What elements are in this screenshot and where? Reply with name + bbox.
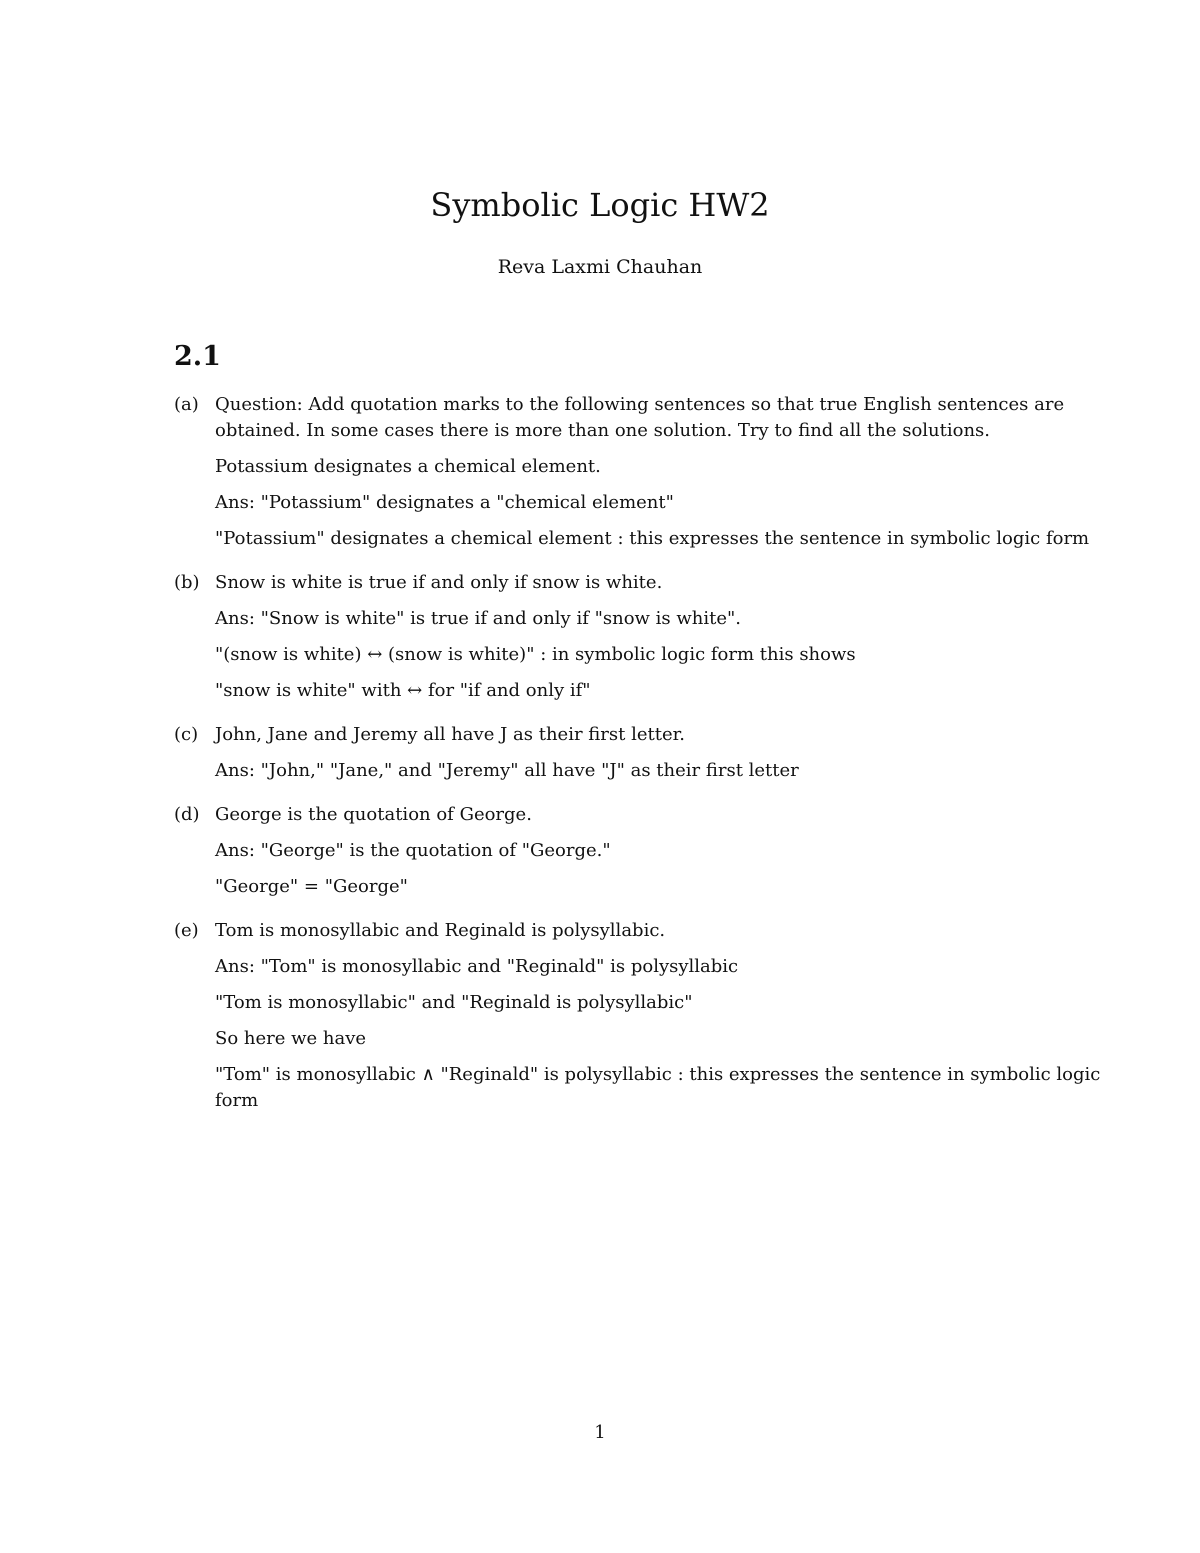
answer-line: Ans: "Potassium" designates a "chemical element" (215, 492, 674, 513)
question-item-d (174, 802, 1104, 900)
item-label: (b) (174, 572, 200, 593)
explanation-line: "snow is white" with ↔ for "if and only if" (215, 680, 591, 701)
symbolic-form-line: "(snow is white) ↔ (snow is white)" : in symbolic logic form this shows (215, 644, 856, 665)
question-text: George is the quotation of George. (215, 804, 532, 825)
page-number: 1 (594, 1422, 606, 1443)
item-label: (d) (174, 804, 200, 825)
symbolic-form-line: "Potassium" designates a chemical element : this expresses the sentence in symbolic logic form (215, 528, 1090, 549)
item-label: (c) (174, 724, 199, 745)
answer-line: Ans: "John," "Jane," and "Jeremy" all have "J" as their first letter (215, 760, 799, 781)
question-item-c (174, 722, 1104, 784)
question-text: Question: Add quotation marks to the following sentences so that true English sentences are obtained. In some cases there is more than one solution. Try to find all the solutions. (215, 394, 1065, 441)
document-title: Symbolic Logic HW2 (430, 186, 770, 224)
item-label: (a) (174, 394, 199, 415)
symbolic-form-line: "Tom" is monosyllabic ∧ "Reginald" is polysyllabic : this expresses the sentence in symbolic logic form (215, 1064, 1101, 1111)
explanation-line: So here we have (215, 1028, 367, 1049)
question-text: John, Jane and Jeremy all have J as their first letter. (215, 724, 685, 745)
author-name: Reva Laxmi Chauhan (497, 256, 703, 278)
question-item-e (174, 918, 1104, 1114)
symbolic-form-line: "George" = "George" (215, 876, 408, 897)
item-label: (e) (174, 920, 199, 941)
question-item-a (174, 392, 1104, 552)
example-sentence: Potassium designates a chemical element. (215, 456, 601, 477)
question-item-b (174, 570, 1104, 704)
question-list (174, 392, 1104, 1132)
answer-line: Ans: "Tom" is monosyllabic and "Reginald" is polysyllabic (215, 956, 739, 977)
quoted-sentences-line: "Tom is monosyllabic" and "Reginald is polysyllabic" (215, 992, 693, 1013)
question-text: Tom is monosyllabic and Reginald is polysyllabic. (215, 920, 666, 941)
answer-line: Ans: "Snow is white" is true if and only if "snow is white". (215, 608, 742, 629)
answer-line: Ans: "George" is the quotation of "George." (215, 840, 611, 861)
section-heading: 2.1 (174, 341, 221, 372)
question-text: Snow is white is true if and only if snow is white. (215, 572, 663, 593)
